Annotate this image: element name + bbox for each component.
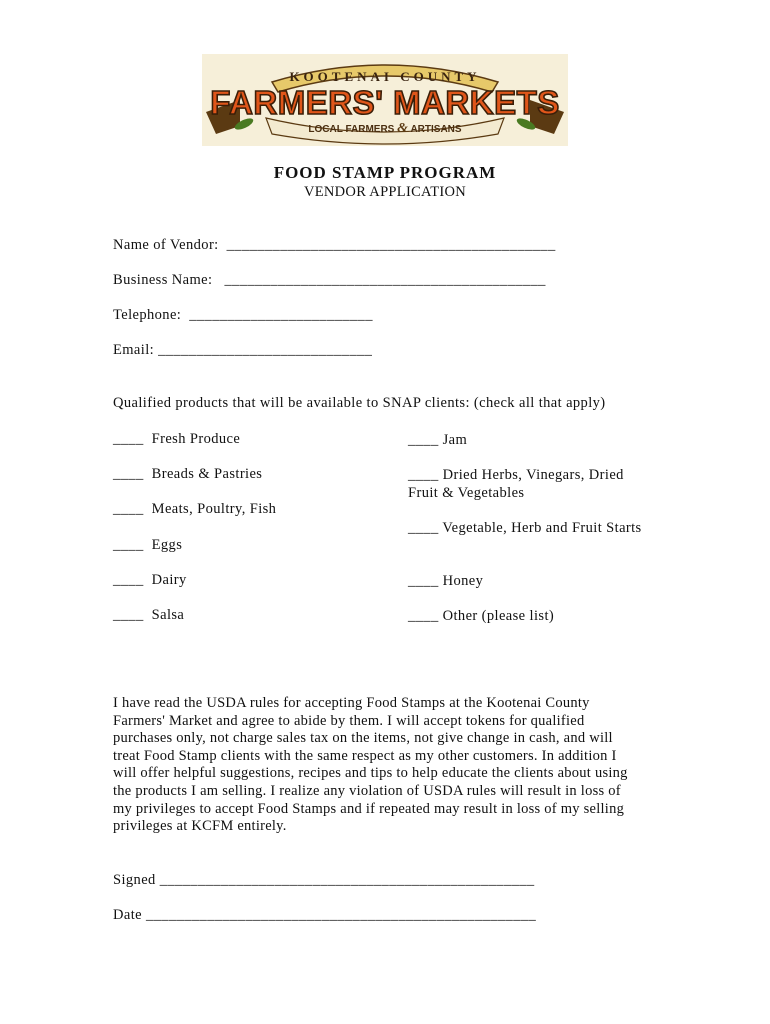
product-jam[interactable]: ____ Jam	[408, 432, 468, 448]
logo-tagline-left: LOCAL FARMERS	[308, 124, 395, 135]
product-other[interactable]: ____ Other (please list)	[408, 608, 555, 624]
logo-tagline-amp: &	[397, 121, 409, 136]
product-breads-pastries[interactable]: ____ Breads & Pastries	[113, 466, 263, 482]
products-intro: Qualified products that will be available to SNAP clients: (check all that apply)	[113, 395, 606, 411]
date-field[interactable]: Date ___________________________________________________	[113, 907, 537, 923]
form-subtitle: VENDOR APPLICATION	[303, 184, 467, 200]
product-salsa[interactable]: ____ Salsa	[113, 607, 185, 623]
product-eggs[interactable]: ____ Eggs	[113, 537, 183, 553]
product-dried-herbs[interactable]: ____ Dried Herbs, Vinegars, Dried Fruit & Vegetables	[408, 467, 624, 501]
product-vegetable-starts[interactable]: ____ Vegetable, Herb and Fruit Starts	[408, 520, 642, 536]
signed-field[interactable]: Signed _________________________________________________	[113, 872, 535, 888]
agreement-paragraph: I have read the USDA rules for accepting Food Stamps at the Kootenai County Farmers' Market and agree to abide by them. I will accept tokens for qualified purchases only, not charge sales tax on the items, not give change in cash, and will treat Food Stamp clients with the same respect as my other customers. In addition I will offer helpful suggestions, recipes and tips to help educate the clients about using the products I am selling. I realize any violation of USDA rules will result in loss of my privileges to accept Food Stamps and if repeated may result in loss of my selling privileges at KCFM entirely.	[113, 695, 628, 835]
telephone-field[interactable]: Telephone: ________________________	[113, 307, 373, 323]
logo-tagline-right: ARTISANS	[410, 124, 462, 135]
business-name-field[interactable]: Business Name: __________________________________________	[113, 272, 546, 288]
product-honey[interactable]: ____ Honey	[408, 573, 484, 589]
svg-text:LOCAL FARMERS & ARTISA	[308, 121, 461, 136]
product-fresh-produce[interactable]: ____ Fresh Produce	[113, 431, 241, 447]
kcfm-logo	[202, 54, 568, 146]
product-dairy[interactable]: ____ Dairy	[113, 572, 187, 588]
logo-top-banner: KOOTENAI COUNTY	[289, 69, 481, 84]
vendor-name-field[interactable]: Name of Vendor: ___________________________________________	[113, 237, 556, 253]
product-meats-poultry-fish[interactable]: ____ Meats, Poultry, Fish	[113, 501, 277, 517]
form-title: FOOD STAMP PROGRAM	[273, 163, 497, 182]
email-field[interactable]: Email: ____________________________	[113, 342, 373, 358]
logo-main-text: FARMERS' MARKETS	[210, 84, 560, 121]
